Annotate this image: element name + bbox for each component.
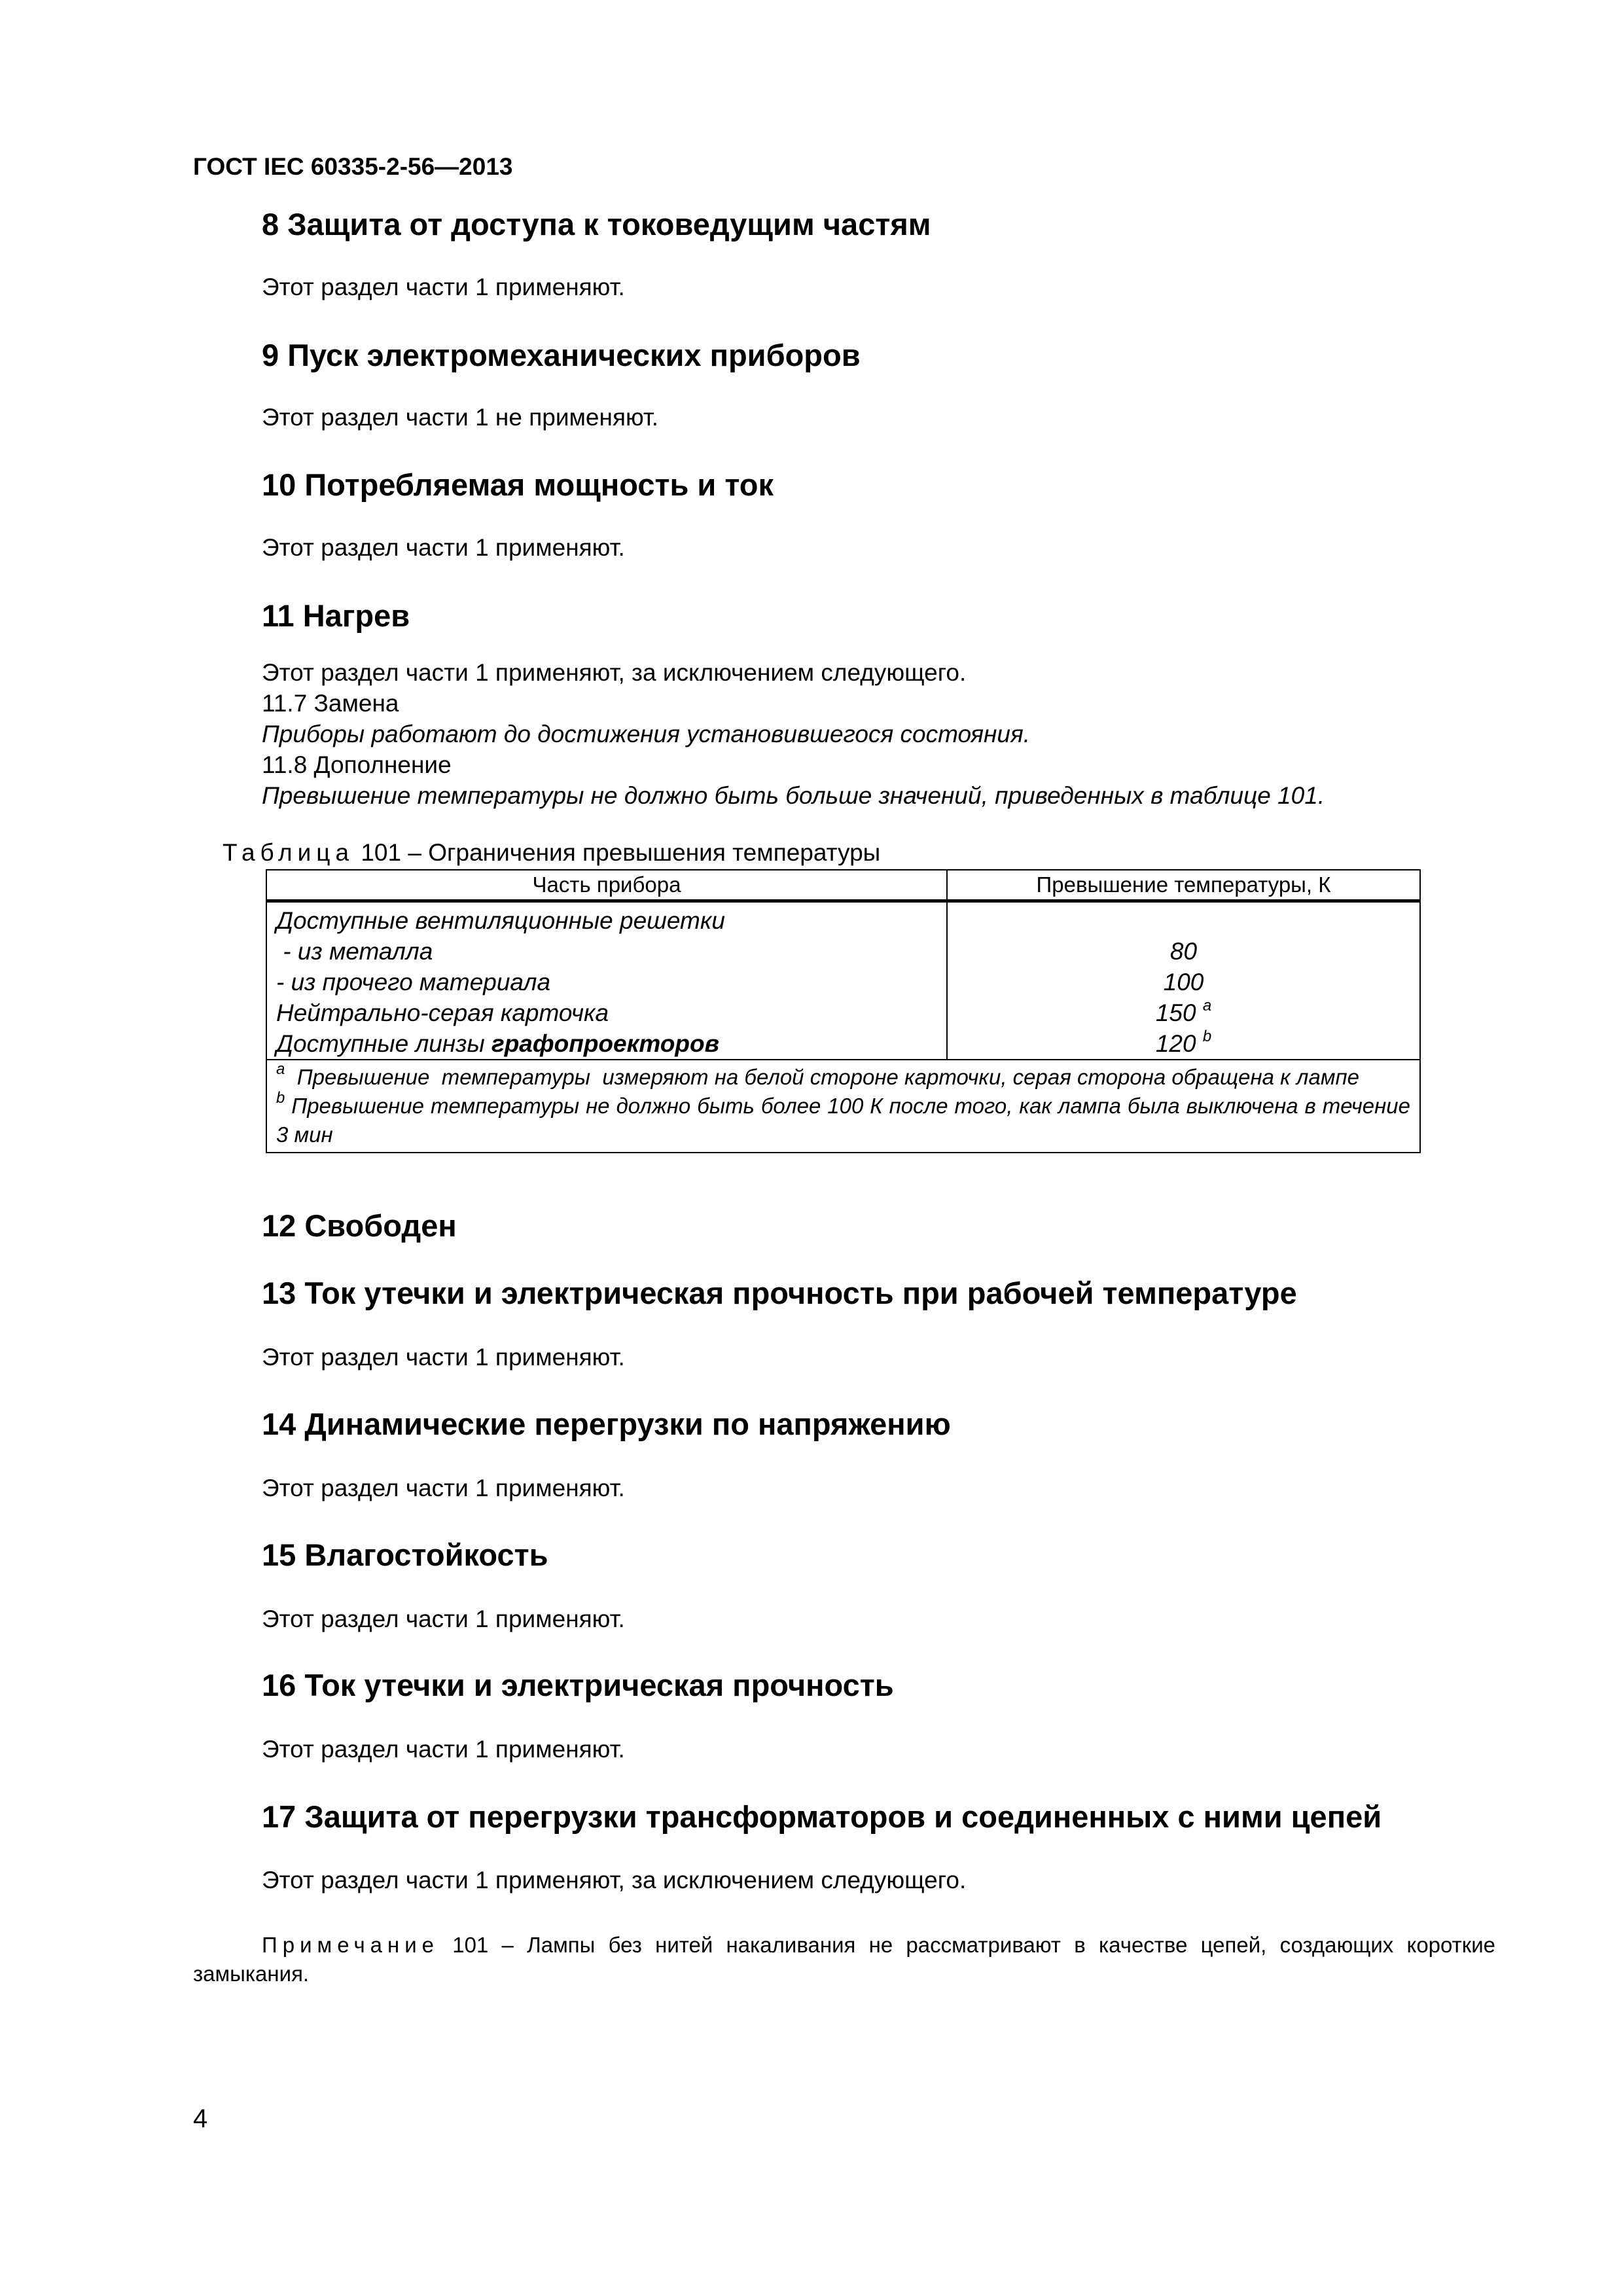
table-footnotes (266, 1060, 1420, 1153)
table-header-part: Часть прибора (266, 870, 947, 901)
section-14-title: 14 Динамические перегрузки по напряжению (262, 1407, 951, 1441)
section-8-text: Этот раздел части 1 применяют. (262, 274, 625, 300)
page-number: 4 (193, 2104, 208, 2133)
table-row-part-plain: Доступные линзы (276, 1030, 491, 1057)
note-label: Примечание (262, 1933, 440, 1957)
section-11-body (262, 657, 1325, 811)
temperature-table (266, 869, 1421, 1153)
section-16-text: Этот раздел части 1 применяют. (262, 1736, 625, 1763)
table-header-value: Превышение температуры, К (947, 870, 1420, 901)
section-15-title: 15 Влагостойкость (262, 1537, 548, 1572)
section-17-text: Этот раздел части 1 применяют, за исключением следующего. (262, 1867, 967, 1893)
note-text: 101 – Лампы без нитей накаливания не рассматривают в качестве цепей, создающих короткие замыкания. (193, 1933, 1495, 1986)
section-9-text: Этот раздел части 1 не применяют. (262, 404, 659, 431)
table-caption-title: 101 – Ограничения превышения температуры (354, 839, 881, 866)
section-15-text: Этот раздел части 1 применяют. (262, 1605, 625, 1632)
footnote-b-text: Превышение температуры не должно быть более 100 К после того, как лампа была выключена в течение 3 мин (276, 1094, 1410, 1147)
table-footnote-row (266, 1060, 1420, 1153)
section-11-line: Этот раздел части 1 применяют, за исключением следующего. (262, 659, 967, 686)
footnote-b-mark: b (276, 1089, 285, 1107)
section-10-title: 10 Потребляемая мощность и ток (262, 467, 774, 502)
section-13-text: Этот раздел части 1 применяют. (262, 1344, 625, 1371)
footnote-mark: b (1202, 1028, 1212, 1045)
table-row-part: Нейтрально-серая карточка (276, 999, 609, 1026)
footnote-a-mark: a (276, 1060, 285, 1078)
section-11-line: 11.8 Дополнение (262, 751, 452, 778)
section-10-text: Этот раздел части 1 применяют. (262, 534, 625, 561)
footnote-b (276, 1089, 1410, 1149)
table-body-row (266, 901, 1420, 1060)
table-row-value-num: 120 (1155, 1030, 1196, 1057)
table-row-value (957, 997, 1410, 1028)
table-row-value (957, 905, 1410, 936)
note (193, 1931, 1495, 1988)
table-caption-label: Таблица (223, 839, 355, 866)
section-14-text: Этот раздел части 1 применяют. (262, 1475, 625, 1501)
section-16-title: 16 Ток утечки и электрическая прочность (262, 1668, 894, 1702)
footnote-mark: a (1202, 997, 1212, 1014)
table-row-part: Доступные вентиляционные решетки (276, 907, 725, 934)
section-11-line: Превышение температуры не должно быть больше значений, приведенных в таблице 101. (262, 782, 1325, 809)
section-11-line: 11.7 Замена (262, 690, 399, 717)
footnote-a-text: Превышение температуры измеряют на белой стороне карточки, серая сторона обращена к лампе (285, 1065, 1359, 1089)
table-row-part (276, 1028, 937, 1059)
table-caption (223, 839, 880, 867)
table-row-part-bold: графопроекторов (491, 1030, 719, 1057)
section-17-title: 17 Защита от перегрузки трансформаторов и соединенных с ними цепей (262, 1799, 1382, 1834)
section-11-line: Приборы работают до достижения установившегося состояния. (262, 721, 1031, 747)
section-8-title: 8 Защита от доступа к токоведущим частям (262, 207, 931, 242)
table-part-cell (266, 901, 947, 1060)
document-header: ГОСТ IEC 60335-2-56—2013 (193, 153, 513, 180)
section-12-title: 12 Свободен (262, 1208, 457, 1243)
table-row-value: 80 (1169, 938, 1198, 965)
table-value-cell (947, 901, 1420, 1060)
table-row-value (957, 1028, 1410, 1059)
table-row-part: - из прочего материала (276, 969, 551, 996)
table-row-value: 100 (1163, 969, 1204, 996)
section-11-title: 11 Нагрев (262, 598, 410, 633)
section-9-title: 9 Пуск электромеханических приборов (262, 338, 861, 372)
table-header-row (266, 870, 1420, 901)
footnote-a (276, 1060, 1410, 1092)
table-row-value-num: 150 (1155, 999, 1196, 1026)
table-row-part: - из металла (276, 938, 433, 965)
section-13-title: 13 Ток утечки и электрическая прочность при рабочей температуре (262, 1276, 1297, 1310)
